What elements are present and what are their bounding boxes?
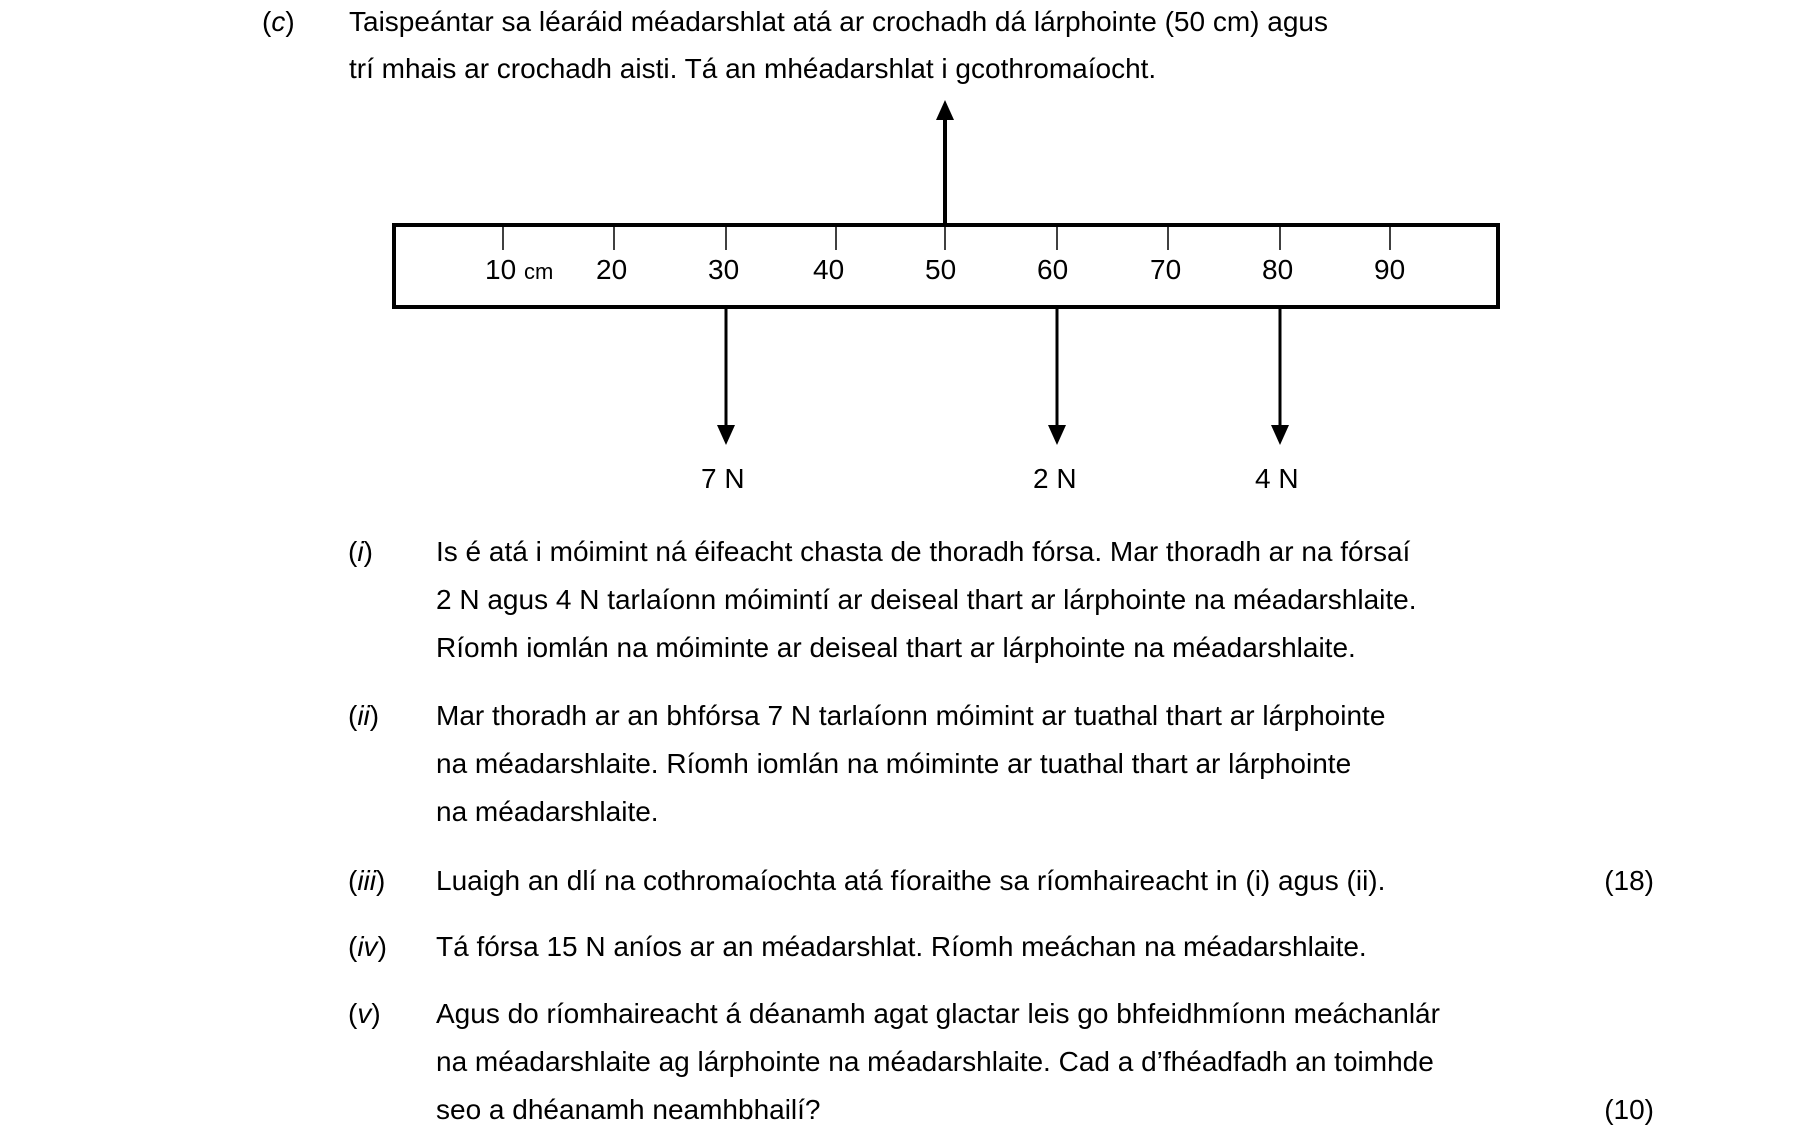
- paren-close: ): [285, 6, 295, 37]
- tick-label-30: 30: [708, 254, 740, 285]
- downward-force-arrow-4n-icon: [1271, 307, 1289, 445]
- intro-line-1: Taispeántar sa léaráid méadarshlat atá ar crochadh dá lárphointe (50 cm) agus: [349, 6, 1329, 37]
- tick-unit: cm: [523, 259, 554, 284]
- subpart-i-line-1: Is é atá i móimint ná éifeacht chasta de thoradh fórsa. Mar thoradh ar na fórsaí: [436, 536, 1411, 567]
- tick-label-80: 80: [1262, 254, 1294, 285]
- intro-line-2: trí mhais ar crochadh aisti. Tá an mhéadarshlat i gcothromaíocht.: [349, 53, 1157, 84]
- subpart-label-ii: (ii): [348, 700, 380, 731]
- subpart-label-iv: (iv): [348, 931, 387, 962]
- subpart-label-v: (v): [348, 998, 381, 1029]
- subpart-label-iii: (iii): [348, 865, 386, 896]
- downward-force-arrow-7n-icon: [717, 307, 735, 445]
- metre-stick-diagram: [0, 0, 1818, 520]
- downward-force-arrow-2n-icon: [1048, 307, 1066, 445]
- part-letter: c: [271, 6, 286, 37]
- subpart-ii-line-1: Mar thoradh ar an bhfórsa 7 N tarlaíonn móimint ar tuathal thart ar lárphointe: [436, 700, 1386, 731]
- tick-label-70: 70: [1150, 254, 1182, 285]
- tick-label-60: 60: [1037, 254, 1069, 285]
- subpart-numeral: ii: [357, 700, 370, 731]
- marks-10: (10): [1604, 1094, 1654, 1125]
- subpart-iii-line-1: Luaigh an dlí na cothromaíochta atá fíoraithe sa ríomhaireacht in (i) agus (ii).: [436, 865, 1386, 896]
- tick-label-90: 90: [1374, 254, 1406, 285]
- subpart-numeral: i: [357, 536, 364, 567]
- subpart-ii-line-2: na méadarshlaite. Ríomh iomlán na móiminte ar tuathal thart ar lárphointe: [436, 748, 1352, 779]
- subpart-iv-line-1: Tá fórsa 15 N aníos ar an méadarshlat. Ríomh meáchan na méadarshlaite.: [436, 931, 1367, 962]
- tick-label-50: 50: [925, 254, 957, 285]
- tick-label-20: 20: [596, 254, 628, 285]
- marks-18: (18): [1604, 865, 1654, 896]
- force-label-7n: 7 N: [701, 463, 745, 494]
- subpart-i-line-3: Ríomh iomlán na móiminte ar deiseal thart ar lárphointe na méadarshlaite.: [436, 632, 1356, 663]
- tick-label-40: 40: [813, 254, 845, 285]
- subpart-ii-line-3: na méadarshlaite.: [436, 796, 659, 827]
- tick-label-10: [485, 254, 553, 286]
- upward-force-arrow-icon: [936, 100, 954, 238]
- subpart-v-line-3: seo a dhéanamh neamhbhailí?: [436, 1094, 821, 1125]
- force-label-2n: 2 N: [1033, 463, 1077, 494]
- paren-open: (: [262, 6, 272, 37]
- subpart-numeral: iii: [357, 865, 376, 896]
- subpart-numeral: iv: [357, 931, 378, 962]
- tick-value: 10: [485, 254, 517, 285]
- subpart-v-line-1: Agus do ríomhaireacht á déanamh agat glactar leis go bhfeidhmíonn meáchanlár: [436, 998, 1440, 1029]
- force-label-4n: 4 N: [1255, 463, 1299, 494]
- subpart-numeral: v: [357, 998, 372, 1029]
- subpart-v-line-2: na méadarshlaite ag lárphointe na méadarshlaite. Cad a d’fhéadfadh an toimhde: [436, 1046, 1434, 1077]
- subpart-label-i: (i): [348, 536, 373, 567]
- subpart-i-line-2: 2 N agus 4 N tarlaíonn móimintí ar deiseal thart ar lárphointe na méadarshlaite.: [436, 584, 1417, 615]
